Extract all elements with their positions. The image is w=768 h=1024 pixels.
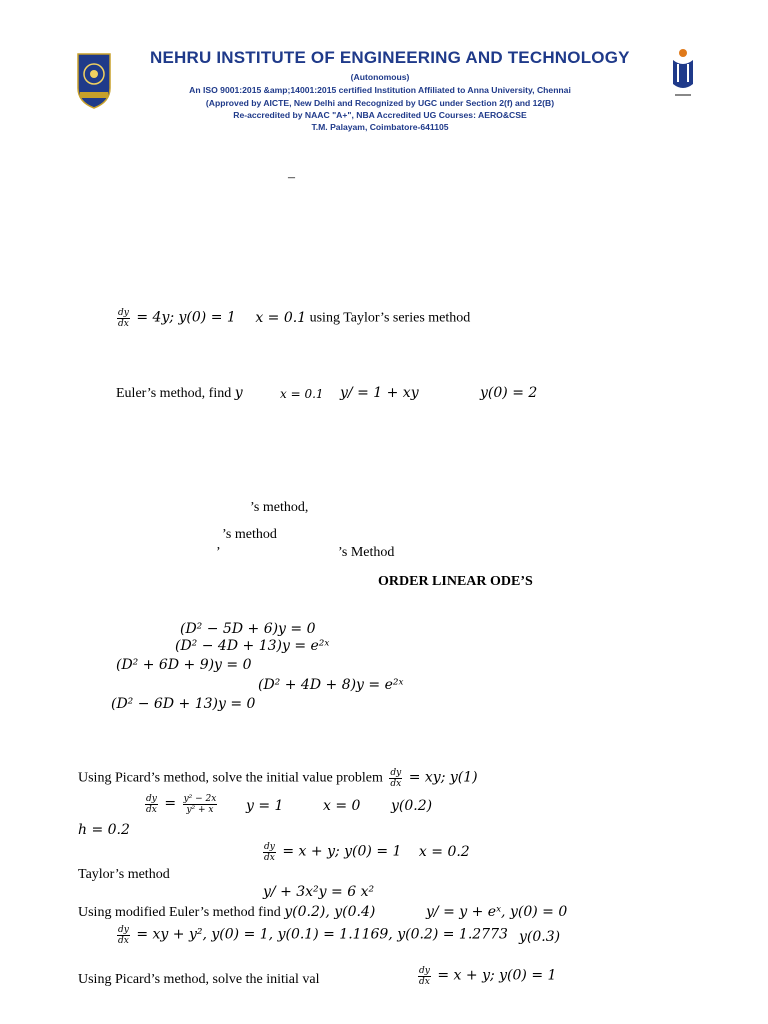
- ode-3: (D² + 6D + 9)y = 0: [116, 657, 252, 673]
- euler-equation: y/ = 1 + xy: [340, 385, 419, 401]
- ode-5: (D² − 6D + 13)y = 0: [111, 696, 256, 712]
- question-linear-ode: y/ + 3x²y = 6 x²: [263, 884, 375, 900]
- dy-dx-fraction: $\frac{dy}{dx}$: [390, 768, 402, 789]
- institute-name: NEHRU INSTITUTE OF ENGINEERING AND TECHNOLOGY: [150, 48, 630, 67]
- dy-dx-fraction: $\frac{dy}{dx}$: [118, 925, 129, 946]
- modified-euler-equation: y/ = y + eˣ, y(0) = 0: [426, 904, 568, 920]
- dy-dx-fraction: $\frac{dy}{dx}$: [146, 794, 157, 815]
- p2-x-initial: x = 0: [323, 798, 361, 814]
- euler-initial: y(0) = 2: [480, 385, 538, 401]
- dy-dx-fraction: $\frac{dy}{dx}$: [118, 308, 129, 329]
- section-heading: ORDER LINEAR ODE’S: [378, 574, 533, 589]
- milne-target: y(0.3): [519, 929, 561, 945]
- ode-4: (D² + 4D + 8)y = e²ˣ: [258, 677, 404, 693]
- ode-2: (D² − 4D + 13)y = e²ˣ: [175, 638, 330, 654]
- method-fragment-1: ’s method,: [250, 500, 309, 515]
- ode-1: (D² − 5D + 6)y = 0: [180, 621, 316, 637]
- method-fragment-3b: ’s Method: [338, 545, 395, 560]
- method-fragment-2: ’s method: [222, 527, 277, 542]
- question-x-plus-y: $\frac{dy}{dx}$ = x + y; y(0) = 1 x = 0.2: [264, 842, 470, 863]
- dy-dx-fraction: $\frac{dy}{dx}$: [264, 842, 275, 863]
- institute-logo: [74, 52, 114, 110]
- question-picard-2: Using Picard’s method, solve the initial val: [78, 972, 320, 987]
- p2-target: y(0.2): [391, 798, 433, 814]
- p2-y-initial: y = 1: [246, 798, 284, 814]
- method-fragment-3a: ’: [216, 545, 221, 560]
- dy-dx-fraction: $\frac{dy}{dx}$: [419, 966, 430, 987]
- stray-dash: –: [288, 170, 295, 185]
- question-picard-1: Using Picard’s method, solve the initial value problem $\frac{dy}{dx}$ = xy; y(1): [78, 768, 478, 789]
- question-milne: $\frac{dy}{dx}$ = xy + y², y(0) = 1, y(0.1) = 1.1169, y(0.2) = 1.2773: [118, 925, 508, 946]
- question-taylor-series: $\frac{dy}{dx}$ = 4y; y(0) = 1 x = 0.1 using Taylor’s series method: [118, 308, 471, 329]
- picard-2-equation: $\frac{dy}{dx}$ = x + y; y(0) = 1: [419, 966, 557, 987]
- address-line: T.M. Palayam, Coimbatore-641105: [311, 122, 449, 132]
- partner-logo: [669, 48, 697, 100]
- question-euler: Euler’s method, find y: [116, 385, 243, 401]
- euler-x-value: x = 0.1: [280, 387, 324, 401]
- naac-line: Re-accredited by NAAC "A+", NBA Accredited UG Courses: AERO&CSE: [233, 110, 527, 120]
- taylor-label: Taylor’s method: [78, 867, 170, 882]
- step-size: h = 0.2: [78, 822, 130, 838]
- iso-line: An ISO 9001:2015 &amp;14001:2015 certified Institution Affiliated to Anna University, Chennai: [189, 85, 571, 95]
- approval-line: (Approved by AICTE, New Delhi and Recognized by UGC under Section 2(f) and 12(B): [205, 98, 555, 108]
- autonomous-line: (Autonomous): [350, 72, 410, 82]
- question-fraction-ode: $\frac{dy}{dx}$ = $\frac{\text{y² − 2x}}{\text{y² + x}}$: [146, 794, 217, 815]
- rational-fraction: $\frac{\text{y² − 2x}}{\text{y² + x}}$: [183, 794, 217, 815]
- question-modified-euler: Using modified Euler’s method find y(0.2), y(0.4): [78, 904, 376, 920]
